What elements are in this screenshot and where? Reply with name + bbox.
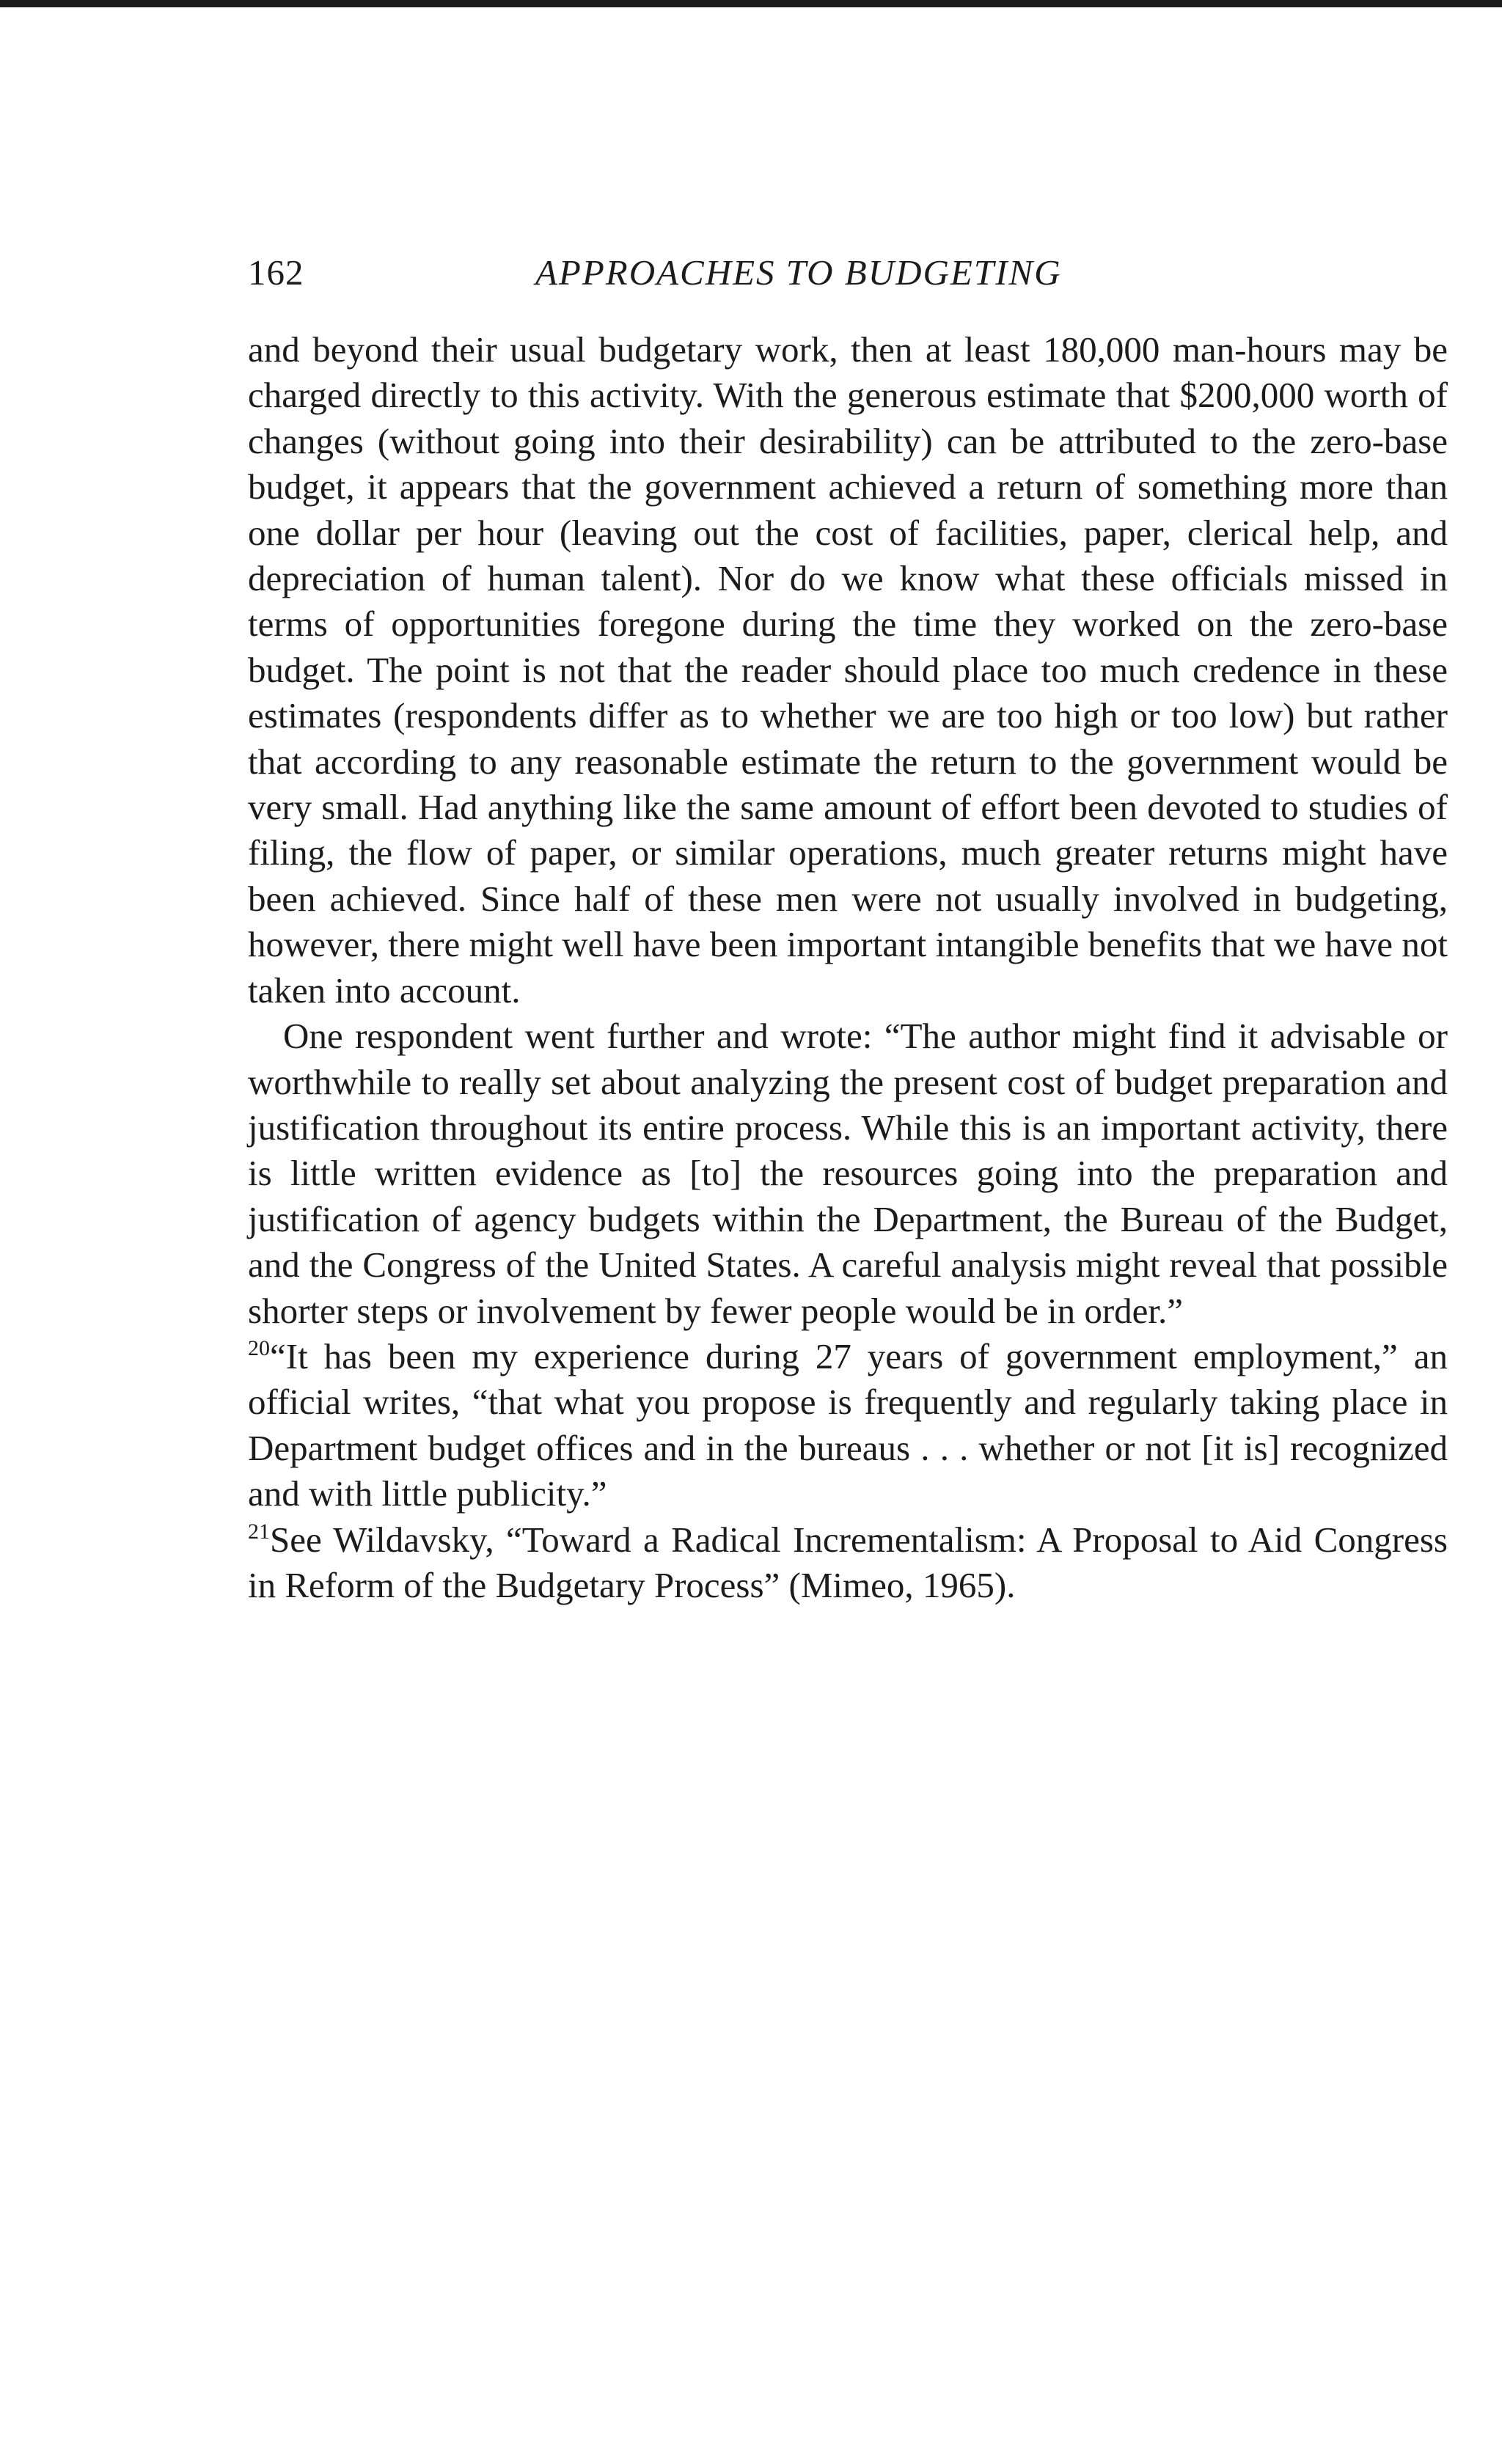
footnote-marker: 20 — [248, 1335, 270, 1360]
page-number: 162 — [248, 252, 304, 293]
footnote-text: “It has been my experience during 27 years of government employment,” an official writes, “that what you propose is frequently and regularly taking place in Department budget offices and in the bureaus . . . whether or not [it is] recognized and with little publicity.” — [248, 1335, 1448, 1514]
running-header — [248, 243, 1448, 302]
page-body — [248, 327, 1448, 1608]
footnote-text: See Wildavsky, “Toward a Radical Incrementalism: A Proposal to Aid Congress in Reform of the Budgetary Process” (Mimeo, 1965). — [248, 1519, 1448, 1605]
body-paragraph-continued: and beyond their usual budgetary work, then at least 180,000 man-hours may be charged directly to this activity. With the generous estimate that $200,000 worth of changes (without going into their desirability) can be attributed to the zero-base budget, it appears that the government achieved a return of something more than one dollar per hour (leaving out the cost of facilities, paper, clerical help, and depreciation of human talent). Nor do we know what these officials missed in terms of opportunities foregone during the time they worked on the zero-base budget. The point is not that the reader should place too much credence in these estimates (respondents differ as to whether we are too high or too low) but rather that according to any reasonable estimate the return to the government would be very small. Had anything like the same amount of effort been devoted to studies of filing, the flow of paper, or similar operations, much greater returns might have been achieved. Since half of these men were not usually involved in budgeting, however, there might well have been important intangible benefits that we have not taken into account. — [248, 329, 1448, 1011]
running-title: APPROACHES TO BUDGETING — [535, 252, 1062, 293]
footnote-21 — [248, 1517, 1448, 1609]
body-paragraph-quote: One respondent went further and wrote: “The author might find it advisable or worthwhile to really set about analyzing the present cost of budget preparation and justification throughout its entire process. While this is an important activity, there is little written evidence as [to] the resources going into the preparation and justification of agency budgets within the Department, the Bureau of the Budget, and the Congress of the United States. A careful analysis might reveal that possible shorter steps or involvement by fewer people would be in order.” — [248, 1016, 1448, 1331]
top-border-rule — [0, 0, 1502, 7]
footnote-marker: 21 — [248, 1519, 270, 1544]
footnote-20 — [248, 1334, 1448, 1517]
